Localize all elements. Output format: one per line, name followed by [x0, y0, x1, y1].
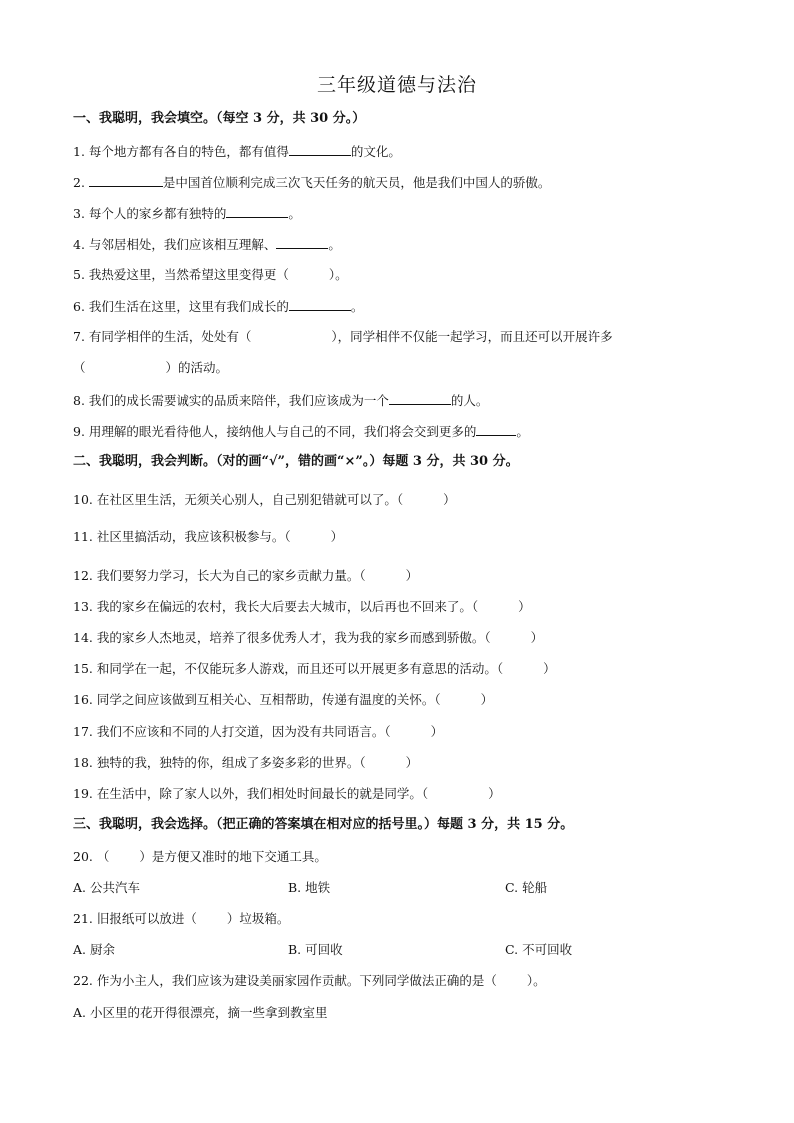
question-1-text: 1. 每个地方都有各自的特色，都有值得: [73, 144, 289, 159]
question-18: [73, 755, 733, 771]
question-21: [73, 911, 733, 927]
question-17-text-end: ）: [430, 724, 444, 739]
question-18-text: 18. 独特的我，独特的你，组成了多姿多彩的世界。（: [73, 755, 366, 770]
answer-blank[interactable]: [89, 174, 163, 187]
section3-heading: 三、我聪明，我会选择。（把正确的答案填在相对应的括号里。）每题 3 分，共 15 分。: [73, 817, 574, 832]
question-21-text-end: ）垃圾箱。: [226, 911, 290, 926]
answer-blank[interactable]: [289, 143, 351, 156]
question-21-text: 21. 旧报纸可以放进（: [73, 911, 197, 926]
answer-blank[interactable]: [226, 205, 288, 218]
option-20-a[interactable]: A. 公共汽车: [73, 880, 140, 895]
question-17: [73, 724, 733, 740]
answer-blank[interactable]: [289, 298, 351, 311]
question-20: [73, 849, 733, 865]
answer-blank[interactable]: [476, 423, 516, 436]
question-2-text: 2.: [73, 175, 89, 190]
option-20-b[interactable]: B. 地铁: [288, 880, 331, 895]
answer-blank[interactable]: [276, 236, 328, 249]
question-3-text: 3. 每个人的家乡都有独特的: [73, 206, 227, 221]
question-13-text-end: ）: [518, 599, 531, 614]
question-7-cont-text-end: ）的活动。: [165, 360, 229, 375]
question-19: [73, 786, 733, 802]
question-13-text: 13. 我的家乡在偏远的农村，我长大后要去大城市，以后再也不回来了。（: [73, 599, 479, 614]
question-10-text: 10. 在社区里生活，无须关心别人，自己别犯错就可以了。（: [73, 492, 404, 507]
question-8-text: 8. 我们的成长需要诚实的品质来陪伴，我们应该成为一个: [73, 393, 389, 408]
question-14-text-end: ）: [530, 630, 544, 645]
question-9: [73, 423, 733, 440]
question-9-text: 9. 用理解的眼光看待他人，接纳他人与自己的不同，我们将会交到更多的: [73, 424, 477, 439]
question-4-text-end: 。: [328, 237, 341, 252]
question-15-text: 15. 和同学在一起，不仅能玩多人游戏，而且还可以开展更多有意思的活动。（: [73, 661, 504, 676]
question-2: [73, 174, 733, 191]
question-12-text-end: ）: [405, 568, 419, 583]
question-10: [73, 492, 733, 508]
question-5-text-end: ）。: [328, 267, 348, 282]
question-8: [73, 392, 733, 409]
page-title: 三年级道德与法治: [316, 74, 477, 96]
option-21-b[interactable]: B. 可回收: [288, 942, 343, 957]
question-7-cont: [73, 360, 733, 376]
question-11: [73, 529, 733, 545]
question-9-text-end: 。: [516, 424, 529, 439]
question-20-text-end: ）是方便又准时的地下交通工具。: [139, 849, 327, 864]
question-3: [73, 205, 733, 222]
question-14: [73, 630, 733, 646]
question-7-text-end: ），同学相伴不仅能一起学习，而且还可以开展许多: [331, 329, 613, 344]
section1-heading: 一、我聪明，我会填空。（每空 3 分，共 30 分。）: [73, 111, 366, 126]
option-22-a[interactable]: A. 小区里的花开得很漂亮，摘一些拿到教室里: [73, 1005, 328, 1020]
section2-heading: 二、我聪明，我会判断。（对的画“√”，错的画“×”。）每题 3 分，共 30 分。: [73, 454, 519, 469]
question-6-text-end: 。: [350, 299, 364, 314]
question-7-cont-text: （: [73, 360, 86, 375]
question-11-text-end: ）: [330, 529, 344, 544]
question-4: [73, 236, 733, 253]
question-6: [73, 298, 733, 315]
question-22-text-end: ）。: [526, 973, 546, 988]
question-19-text-end: ）: [488, 786, 501, 801]
question-22: [73, 973, 733, 989]
question-19-text: 19. 在生活中，除了家人以外，我们相处时间最长的就是同学。（: [73, 786, 429, 801]
question-4-text: 4. 与邻居相处，我们应该相互理解、: [73, 237, 277, 252]
question-17-text: 17. 我们不应该和不同的人打交道，因为没有共同语言。（: [73, 724, 391, 739]
question-5-text: 5. 我热爱这里，当然希望这里变得更（: [73, 267, 289, 282]
question-13: [73, 599, 733, 615]
question-14-text: 14. 我的家乡人杰地灵，培养了很多优秀人才，我为我的家乡而感到骄傲。（: [73, 630, 491, 645]
question-5: [73, 267, 733, 283]
option-20-c[interactable]: C. 轮船: [505, 880, 548, 895]
question-16-text-end: ）: [480, 692, 494, 707]
question-3-text-end: 。: [288, 206, 301, 221]
question-7: [73, 329, 733, 345]
option-21-a[interactable]: A. 厨余: [73, 942, 115, 957]
question-1: [73, 143, 733, 160]
question-6-text: 6. 我们生活在这里，这里有我们成长的: [73, 299, 289, 314]
question-22-text: 22. 作为小主人，我们应该为建设美丽家园作贡献。下列同学做法正确的是（: [73, 973, 497, 988]
question-12-text: 12. 我们要努力学习，长大为自己的家乡贡献力量。（: [73, 568, 366, 583]
question-8-text-end: 的人。: [450, 393, 489, 408]
question-18-text-end: ）: [405, 755, 419, 770]
question-15-text-end: ）: [543, 661, 556, 676]
question-2-text-end: 是中国首位顺利完成三次飞天任务的航天员，他是我们中国人的骄傲。: [162, 175, 551, 190]
question-15: [73, 661, 733, 677]
question-12: [73, 568, 733, 584]
question-7-text: 7. 有同学相伴的生活，处处有（: [73, 329, 252, 344]
answer-blank[interactable]: [389, 392, 451, 405]
question-1-text-end: 的文化。: [350, 144, 401, 159]
question-11-text: 11. 社区里搞活动，我应该积极参与。（: [73, 529, 291, 544]
question-16-text: 16. 同学之间应该做到互相关心、互相帮助，传递有温度的关怀。（: [73, 692, 441, 707]
question-10-text-end: ）: [443, 492, 456, 507]
question-20-text: 20. （: [73, 849, 110, 864]
question-16: [73, 692, 733, 708]
option-21-c[interactable]: C. 不可回收: [505, 942, 573, 957]
